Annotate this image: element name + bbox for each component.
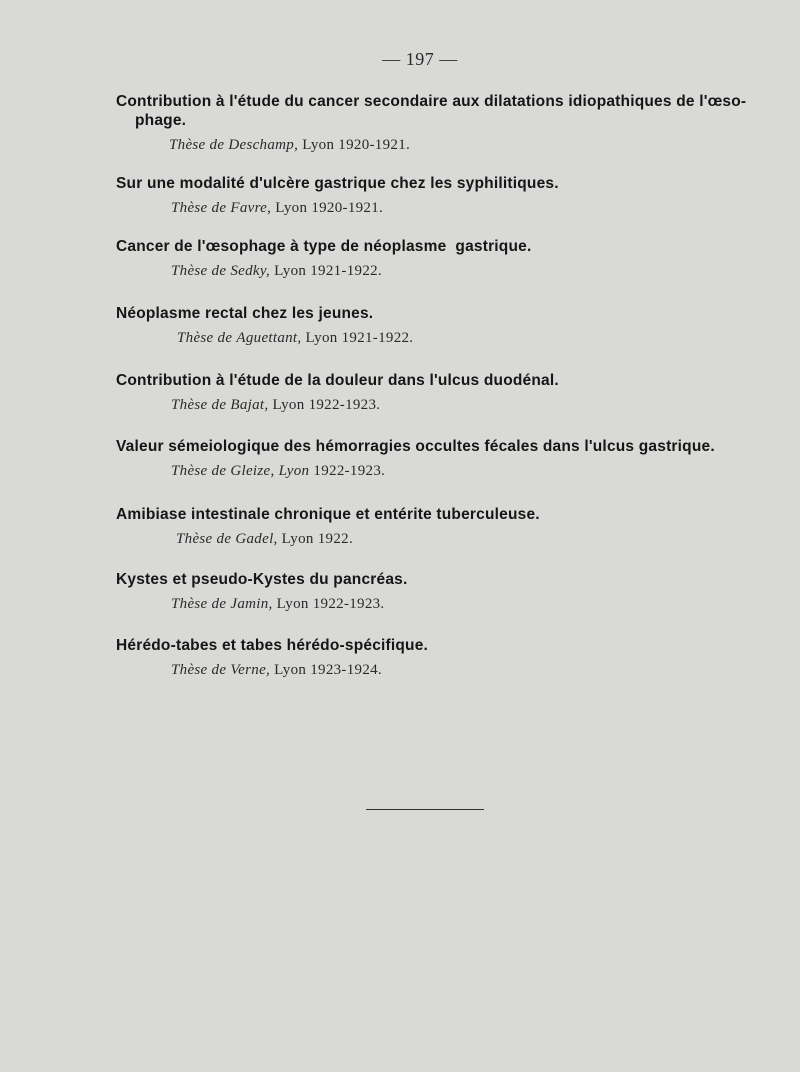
bibliography-entry <box>116 505 756 549</box>
entry-title-line: phage. <box>135 112 187 129</box>
entry-thesis <box>176 530 756 549</box>
thesis-place-date: Lyon 1921-1922. <box>274 263 382 279</box>
thesis-prefix: Thèse de <box>171 263 227 279</box>
thesis-place-date: Lyon 1920-1921. <box>275 200 384 216</box>
thesis-place-date: Lyon 1921-1922. <box>305 330 414 346</box>
entry-title: Hérédo-tabes et tabes hérédo-spécifique. <box>116 637 429 654</box>
entry-thesis <box>171 462 756 481</box>
thesis-prefix: Thèse de <box>169 137 225 153</box>
bibliography-entry <box>116 174 756 218</box>
entry-title: Valeur sémeiologique des hémorragies occultes fécales dans l'ulcus gastrique. <box>116 438 715 455</box>
entry-title <box>116 92 756 130</box>
thesis-place-date: Lyon 1922. <box>281 531 353 547</box>
thesis-author: Verne, <box>230 662 271 678</box>
thesis-prefix: Thèse de <box>171 596 227 612</box>
thesis-place-date: Lyon 1922-1923. <box>272 397 381 413</box>
thesis-author: Gleize, Lyon <box>230 463 310 479</box>
entry-thesis <box>171 595 756 614</box>
entry-thesis <box>171 262 756 281</box>
entry-thesis <box>171 396 756 415</box>
thesis-prefix: Thèse de <box>171 397 227 413</box>
bibliography-entry <box>116 92 756 155</box>
entry-thesis <box>171 199 756 218</box>
entry-thesis <box>171 661 756 680</box>
thesis-prefix: Thèse de <box>177 330 233 346</box>
thesis-place-date: Lyon 1920-1921. <box>302 137 411 153</box>
entry-title: Amibiase intestinale chronique et entérite tuberculeuse. <box>116 506 540 523</box>
thesis-prefix: Thèse de <box>176 531 232 547</box>
entry-thesis <box>169 136 756 155</box>
entry-title: Kystes et pseudo-Kystes du pancréas. <box>116 571 408 588</box>
thesis-place-date: Lyon 1923-1924. <box>274 662 382 678</box>
entry-title: Cancer de l'œsophage à type de néoplasme gastrique. <box>116 238 532 255</box>
bibliography-entry <box>116 371 756 415</box>
bibliography-entry <box>116 570 756 614</box>
entry-title: Néoplasme rectal chez les jeunes. <box>116 305 374 322</box>
page-number: — 197 — <box>382 49 458 69</box>
thesis-author: Deschamp, <box>228 137 299 153</box>
thesis-prefix: Thèse de <box>171 662 227 678</box>
thesis-author: Jamin, <box>230 596 273 612</box>
entry-thesis <box>177 329 756 348</box>
thesis-author: Aguettant, <box>236 330 302 346</box>
thesis-author: Favre, <box>230 200 272 216</box>
bibliography-entry <box>116 304 756 348</box>
bibliography-entry <box>116 636 756 680</box>
entry-title: Contribution à l'étude de la douleur dans l'ulcus duodénal. <box>116 372 559 389</box>
entry-title: Sur une modalité d'ulcère gastrique chez les syphilitiques. <box>116 175 559 192</box>
end-divider-rule <box>366 809 484 810</box>
thesis-prefix: Thèse de <box>171 200 227 216</box>
thesis-author: Sedky, <box>230 263 271 279</box>
entry-title-line: Contribution à l'étude du cancer secondaire aux dilatations idiopathiques de l'œso- <box>116 93 747 110</box>
thesis-author: Bajat, <box>230 397 269 413</box>
bibliography-entry <box>116 437 756 481</box>
thesis-prefix: Thèse de <box>171 463 227 479</box>
thesis-place-date: 1922-1923. <box>313 463 386 479</box>
bibliography-entry <box>116 237 756 281</box>
thesis-place-date: Lyon 1922-1923. <box>276 596 385 612</box>
thesis-author: Gadel, <box>235 531 278 547</box>
